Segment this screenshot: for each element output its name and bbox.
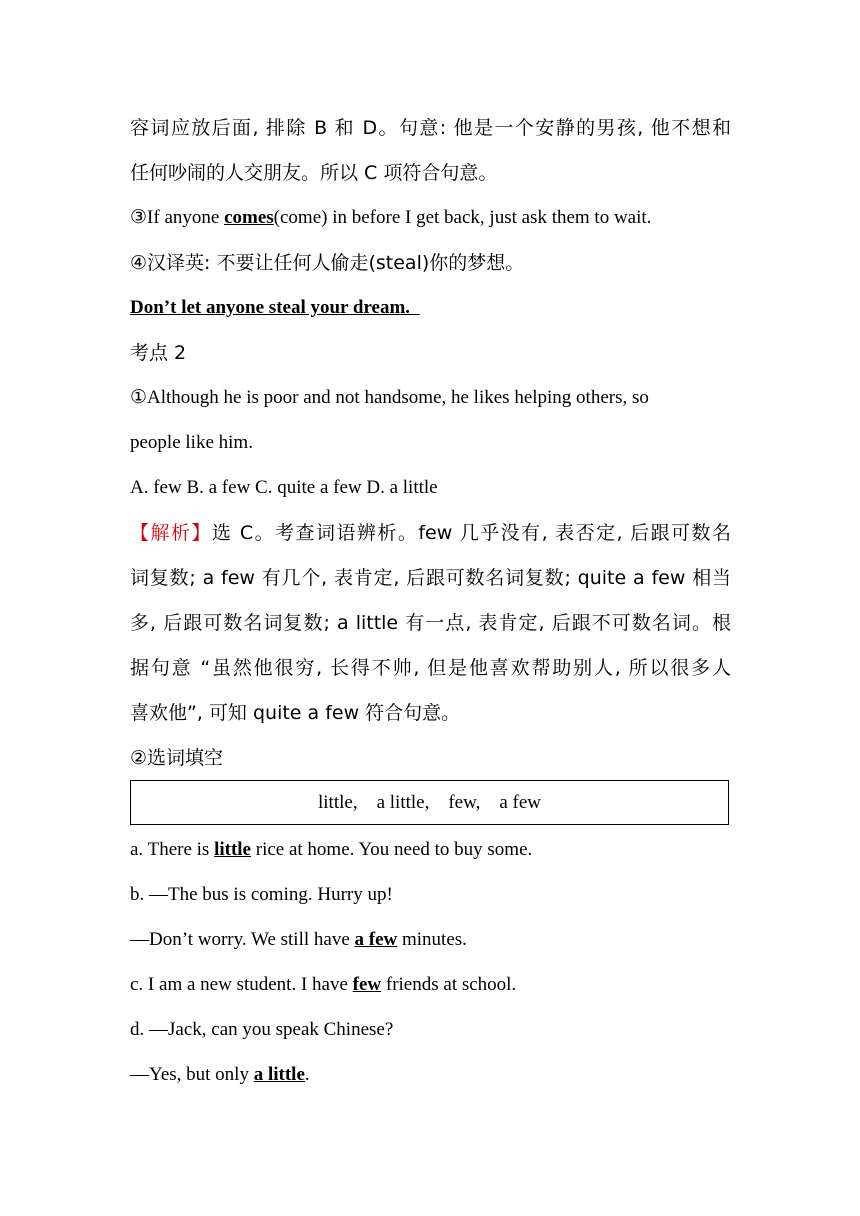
question-1-line-2: people like him. bbox=[130, 432, 253, 453]
fill-b-prefix: —Don’t worry. We still have bbox=[130, 929, 355, 950]
fill-c-prefix: c. I am a new student. I have bbox=[130, 974, 353, 995]
fill-a-prefix: a. There is bbox=[130, 839, 215, 860]
fill-c-answer: few bbox=[352, 974, 382, 995]
fill-d-prefix: —Yes, but only bbox=[130, 1064, 254, 1085]
fill-d-line-1: d. —Jack, can you speak Chinese? bbox=[130, 1019, 394, 1040]
question-4-answer: Don’t let anyone steal your dream. bbox=[130, 297, 411, 318]
analysis-line-2: 词复数; a few 有几个, 表肯定, 后跟可数名词复数; quite a few 相当 bbox=[130, 567, 731, 589]
question-1-options: A. few B. a few C. quite a few D. a little bbox=[130, 477, 438, 498]
word-bank-box: little, a little, few, a few bbox=[130, 780, 729, 825]
fill-b-answer: a few bbox=[354, 929, 398, 950]
fill-a-line bbox=[130, 837, 731, 863]
fill-d-line-2 bbox=[130, 1062, 731, 1088]
analysis-line-3: 多, 后跟可数名词复数; a little 有一点, 表肯定, 后跟不可数名词。根 bbox=[130, 612, 731, 634]
fill-b-line-2 bbox=[130, 927, 731, 953]
analysis-text-1: 选 C。考查词语辨析。few 几乎没有, 表否定, 后跟可数名 bbox=[211, 522, 731, 544]
question-2-heading: ②选词填空 bbox=[130, 747, 224, 769]
question-3-prefix: ③If anyone bbox=[130, 207, 225, 228]
analysis-line-5: 喜欢他”, 可知 quite a few 符合句意。 bbox=[130, 702, 461, 724]
fill-c-line bbox=[130, 972, 731, 998]
fill-a-suffix: rice at home. You need to buy some. bbox=[251, 839, 533, 860]
question-3-line bbox=[130, 205, 731, 231]
explanation-line-2: 任何吵闹的人交朋友。所以 C 项符合句意。 bbox=[130, 162, 498, 184]
fill-b-suffix: minutes. bbox=[397, 929, 467, 950]
fill-a-answer: little bbox=[214, 839, 251, 860]
section-heading: 考点 2 bbox=[130, 342, 187, 364]
question-1-line-1: ①Although he is poor and not handsome, he likes helping others, so bbox=[130, 387, 649, 408]
analysis-tag: 【解析】 bbox=[130, 522, 212, 544]
fill-c-suffix: friends at school. bbox=[381, 974, 517, 995]
question-4-prompt: ④汉译英: 不要让任何人偷走(steal)你的梦想。 bbox=[130, 252, 525, 274]
question-3-answer: comes bbox=[224, 207, 274, 228]
fill-d-answer: a little bbox=[253, 1064, 305, 1085]
fill-d-suffix: . bbox=[304, 1064, 310, 1085]
question-4-answer-line bbox=[130, 295, 731, 321]
question-3-suffix: (come) in before I get back, just ask them to wait. bbox=[273, 207, 652, 228]
analysis-line-4: 据句意 “虽然他很穷, 长得不帅, 但是他喜欢帮助别人, 所以很多人 bbox=[130, 657, 731, 679]
fill-b-line-1: b. —The bus is coming. Hurry up! bbox=[130, 884, 393, 905]
analysis-line-1 bbox=[130, 520, 731, 546]
explanation-line-1: 容词应放后面, 排除 B 和 D。句意: 他是一个安静的男孩, 他不想和 bbox=[130, 117, 731, 139]
